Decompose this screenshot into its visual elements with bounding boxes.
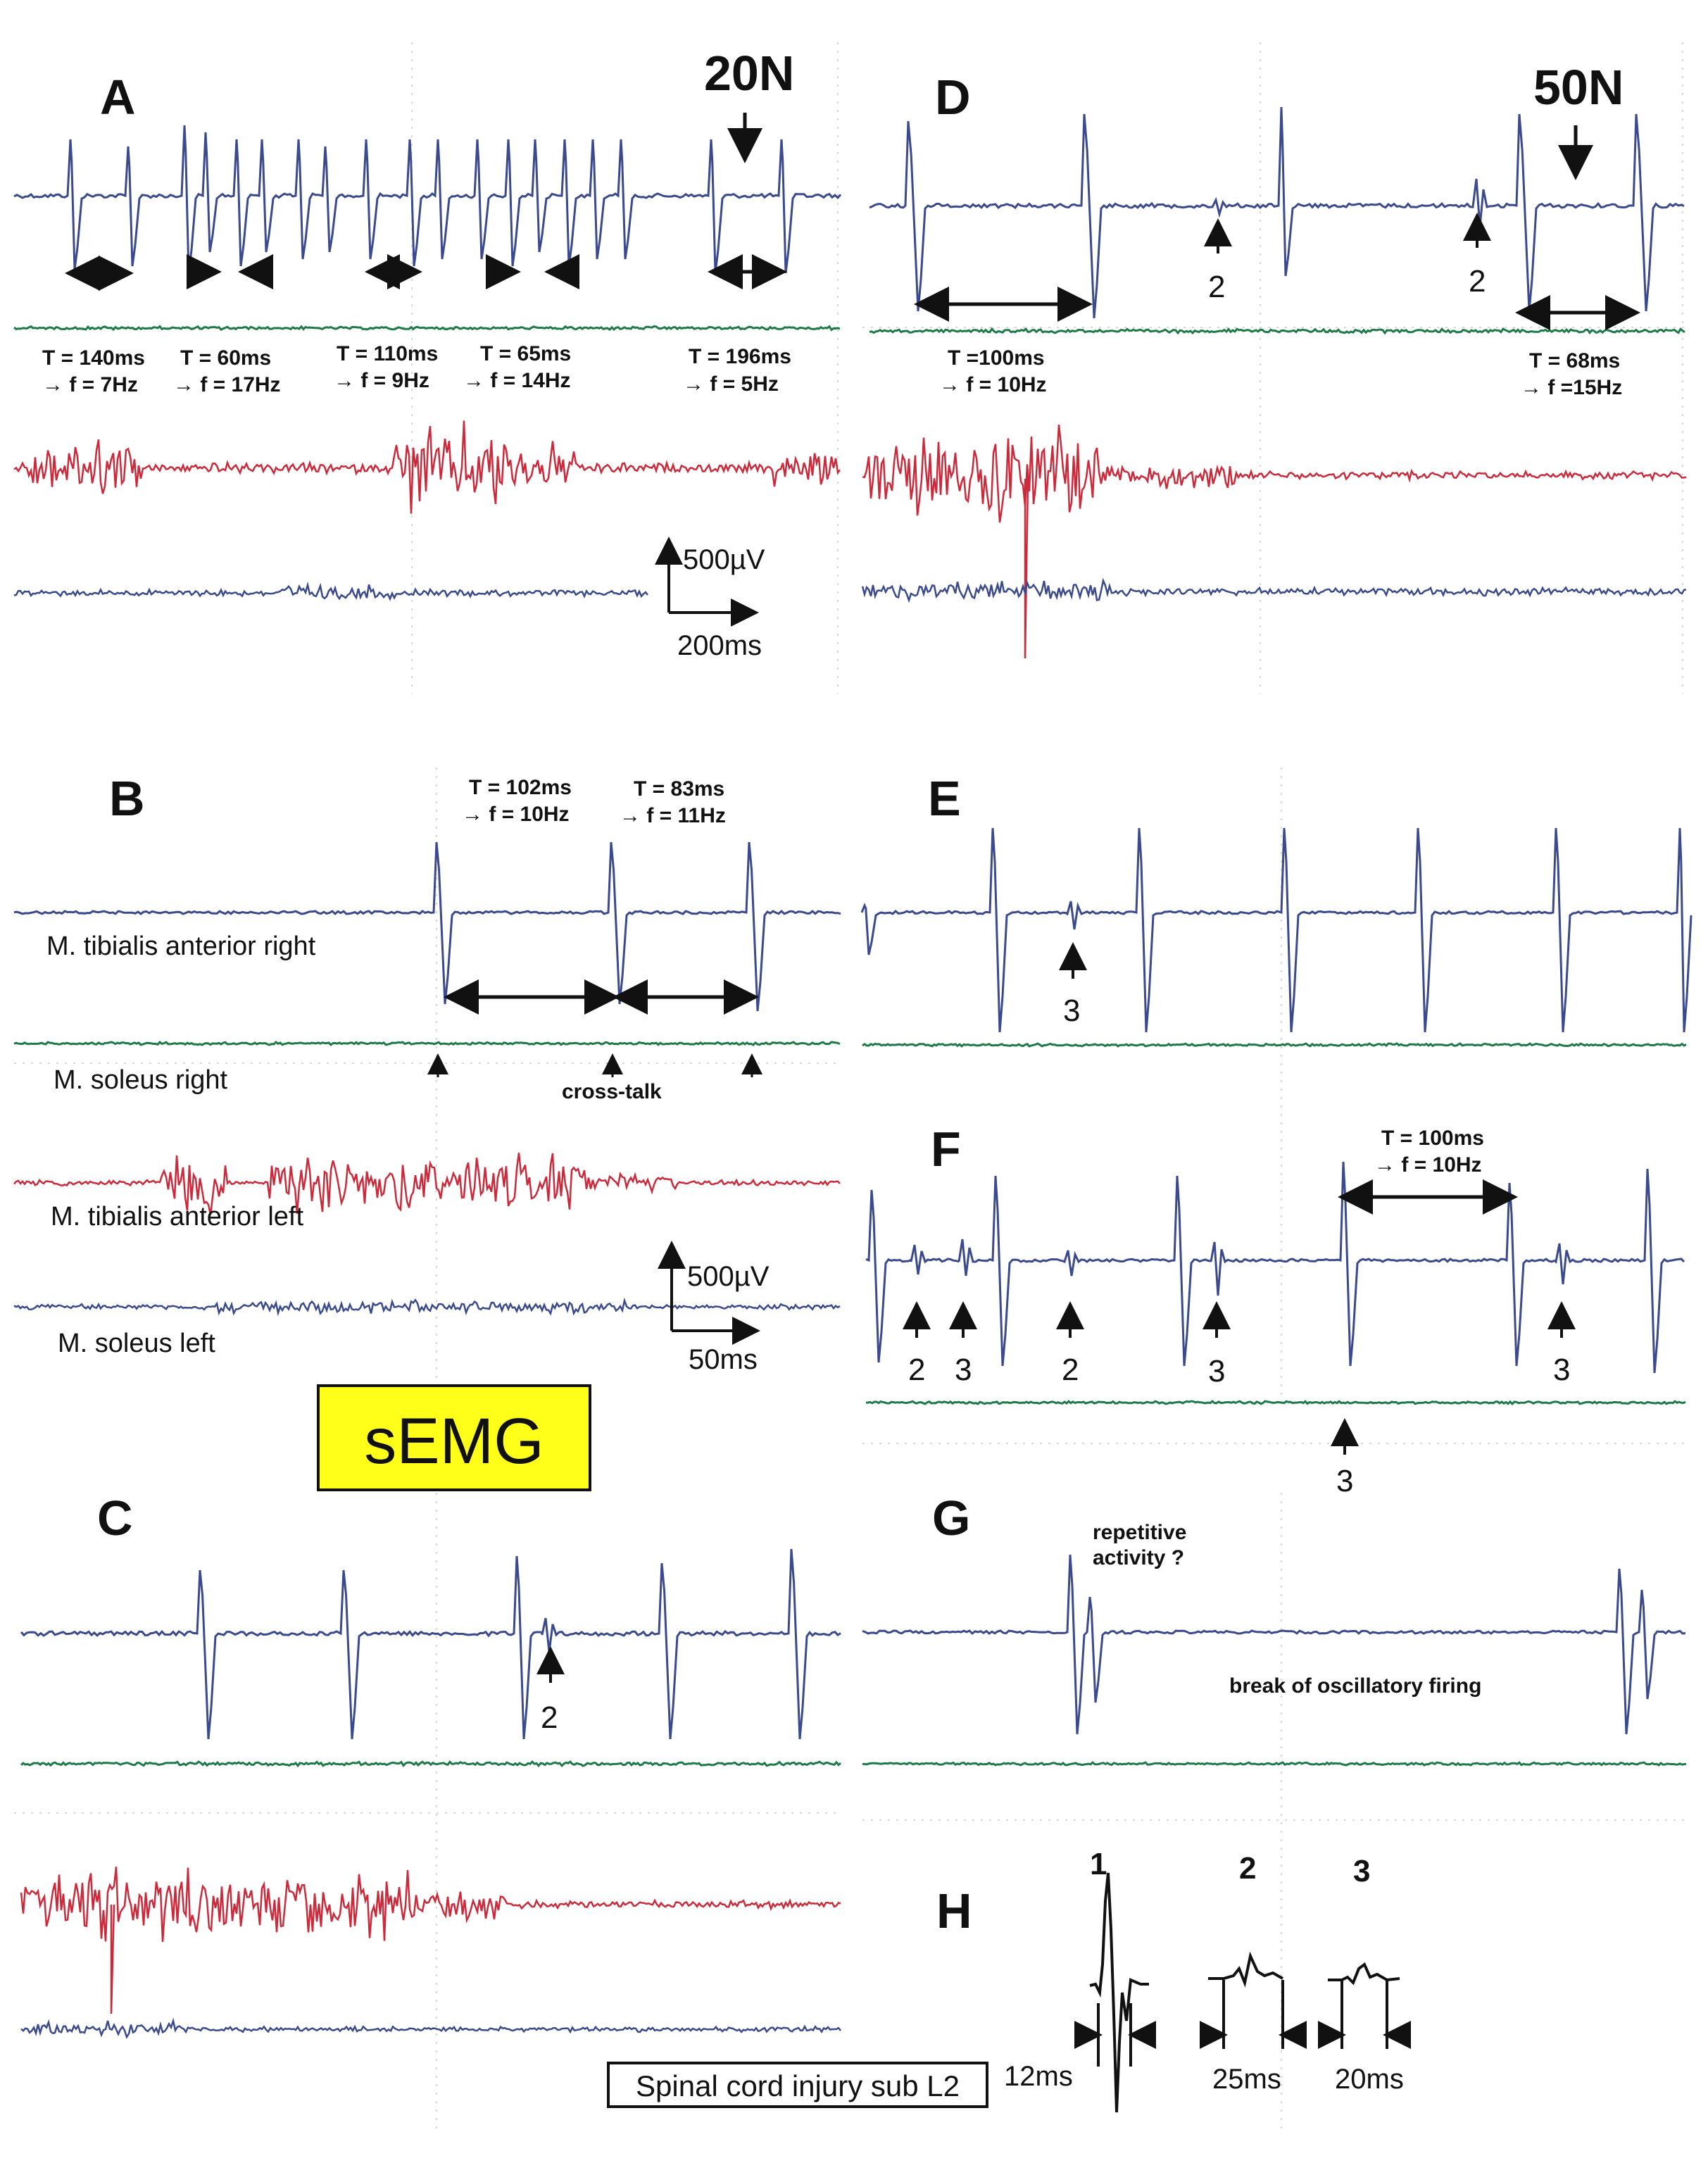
- marker-f-5: 3: [1553, 1353, 1571, 1387]
- panel-d: [862, 60, 1686, 658]
- interval-labels-a: [42, 342, 791, 396]
- duration-shape-3: 20ms: [1335, 2064, 1404, 2095]
- shape-2-label: 2: [1239, 1851, 1257, 1886]
- marker-arrows-f: [917, 1307, 1562, 1455]
- trace-d-tibialis-left: [862, 425, 1686, 658]
- scale-voltage-a: 500µV: [683, 544, 765, 575]
- figure-title: sEMG: [364, 1405, 544, 1477]
- waveform-shape-1: [1090, 1873, 1149, 2112]
- interval-b2-freq: → f = 11Hz: [620, 804, 726, 827]
- scale-voltage-b: 500µV: [687, 1261, 770, 1292]
- panel-label-e: E: [928, 771, 961, 826]
- marker-f-1: 2: [908, 1353, 926, 1387]
- interval-b2-period: T = 83ms: [634, 777, 725, 801]
- panel-g: [862, 1491, 1686, 1765]
- force-label-a: 20N: [704, 46, 795, 101]
- interval-a5-freq: → f = 5Hz: [683, 372, 779, 396]
- marker-f-4: 3: [1208, 1354, 1226, 1388]
- interval-a2-freq: → f = 17Hz: [173, 373, 281, 396]
- semg-label-box: [318, 1386, 590, 1490]
- interval-a5-period: T = 196ms: [689, 345, 791, 368]
- marker-d-2: 2: [1469, 264, 1486, 299]
- trace-a-tibialis-left: [14, 420, 840, 513]
- trace-d-tibialis-right: [869, 107, 1684, 318]
- trace-b-soleus-right: [14, 1042, 840, 1045]
- panel-c: [21, 1491, 841, 2037]
- marker-arrows-d: [1218, 218, 1477, 253]
- note-repetitive-line2: activity ?: [1093, 1546, 1185, 1569]
- trace-d-soleus-left: [862, 581, 1686, 601]
- caption-box: [608, 2063, 987, 2107]
- panel-f: [866, 1122, 1685, 1498]
- panel-label-g: G: [932, 1491, 971, 1546]
- interval-labels-b: [462, 776, 726, 827]
- panel-label-f: F: [931, 1122, 961, 1177]
- trace-b-tibialis-right: [14, 842, 841, 1011]
- shape-1-label: 1: [1090, 1847, 1107, 1881]
- interval-arrows-d: [921, 304, 1633, 313]
- channel-label-soleus-right: M. soleus right: [54, 1065, 228, 1095]
- trace-a-soleus-left: [14, 584, 648, 598]
- note-repetitive-line1: repetitive: [1093, 1521, 1187, 1544]
- waveform-shape-3: [1328, 1964, 1400, 1983]
- cross-talk-label: cross-talk: [562, 1080, 662, 1103]
- interval-d1-period: T =100ms: [948, 346, 1045, 370]
- shape-3-label: 3: [1353, 1854, 1371, 1888]
- interval-a4-period: T = 65ms: [480, 342, 572, 365]
- interval-arrows-a: [72, 272, 780, 273]
- trace-e-tibialis-right: [862, 828, 1691, 1032]
- marker-f-3: 2: [1062, 1353, 1079, 1387]
- channel-label-tibialis-right: M. tibialis anterior right: [46, 932, 316, 961]
- interval-labels-d: [939, 346, 1622, 399]
- interval-b1-freq: → f = 10Hz: [462, 803, 570, 826]
- panel-a: [14, 46, 841, 661]
- panel-label-a: A: [100, 70, 136, 125]
- interval-a3-freq: → f = 9Hz: [334, 369, 429, 392]
- interval-a4-freq: → f = 14Hz: [463, 369, 571, 392]
- cross-talk-arrows: [438, 1058, 752, 1077]
- interval-a3-period: T = 110ms: [337, 342, 439, 365]
- panel-e: [862, 771, 1691, 1046]
- marker-c-1: 2: [541, 1700, 558, 1735]
- scale-time-a: 200ms: [677, 630, 762, 661]
- duration-shape-2: 25ms: [1212, 2064, 1281, 2095]
- caption-text: Spinal cord injury sub L2: [636, 2069, 960, 2102]
- trace-d-soleus-right: [869, 329, 1685, 333]
- trace-c-tibialis-left: [21, 1867, 841, 2014]
- trace-f-soleus-right: [866, 1401, 1685, 1404]
- trace-g-tibialis-right: [862, 1555, 1685, 1734]
- trace-g-soleus-right: [862, 1762, 1686, 1765]
- trace-b-soleus-left: [14, 1300, 840, 1313]
- interval-d1-freq: → f = 10Hz: [939, 373, 1047, 396]
- trace-f-tibialis-right: [866, 1162, 1684, 1373]
- interval-a1-freq: → f = 7Hz: [42, 373, 138, 396]
- panel-label-b: B: [109, 771, 145, 826]
- force-label-d: 50N: [1533, 60, 1624, 115]
- interval-f-period: T = 100ms: [1381, 1127, 1484, 1150]
- trace-c-tibialis-right: [21, 1549, 841, 1739]
- marker-e-1: 3: [1063, 993, 1081, 1028]
- interval-d2-period: T = 68ms: [1529, 349, 1621, 372]
- interval-f-freq: → f = 10Hz: [1374, 1153, 1482, 1177]
- marker-d-1: 2: [1208, 270, 1226, 304]
- duration-markers-h: [1076, 1980, 1409, 2067]
- trace-c-soleus-left: [21, 2021, 841, 2037]
- duration-shape-1: 12ms: [1004, 2061, 1073, 2092]
- interval-b1-period: T = 102ms: [469, 776, 572, 799]
- channel-label-soleus-left: M. soleus left: [58, 1329, 215, 1358]
- panel-h: [936, 1847, 1409, 2112]
- trace-e-soleus-right: [862, 1043, 1686, 1046]
- note-break-firing: break of oscillatory firing: [1229, 1674, 1482, 1698]
- marker-f-2: 3: [955, 1353, 972, 1387]
- panel-label-c: C: [97, 1491, 133, 1546]
- interval-a1-period: T = 140ms: [42, 346, 145, 370]
- channel-label-tibialis-left: M. tibialis anterior left: [51, 1202, 304, 1231]
- trace-c-soleus-right: [21, 1762, 841, 1766]
- scale-time-b: 50ms: [689, 1344, 758, 1375]
- interval-a2-period: T = 60ms: [180, 346, 272, 370]
- waveform-shape-2: [1208, 1956, 1283, 1983]
- panel-label-h: H: [936, 1883, 972, 1938]
- panel-label-d: D: [935, 70, 971, 125]
- marker-f-6: 3: [1336, 1464, 1354, 1498]
- interval-d2-freq: → f =15Hz: [1521, 376, 1623, 399]
- trace-a-tibialis-right: [14, 125, 841, 273]
- panel-b: [14, 771, 841, 1375]
